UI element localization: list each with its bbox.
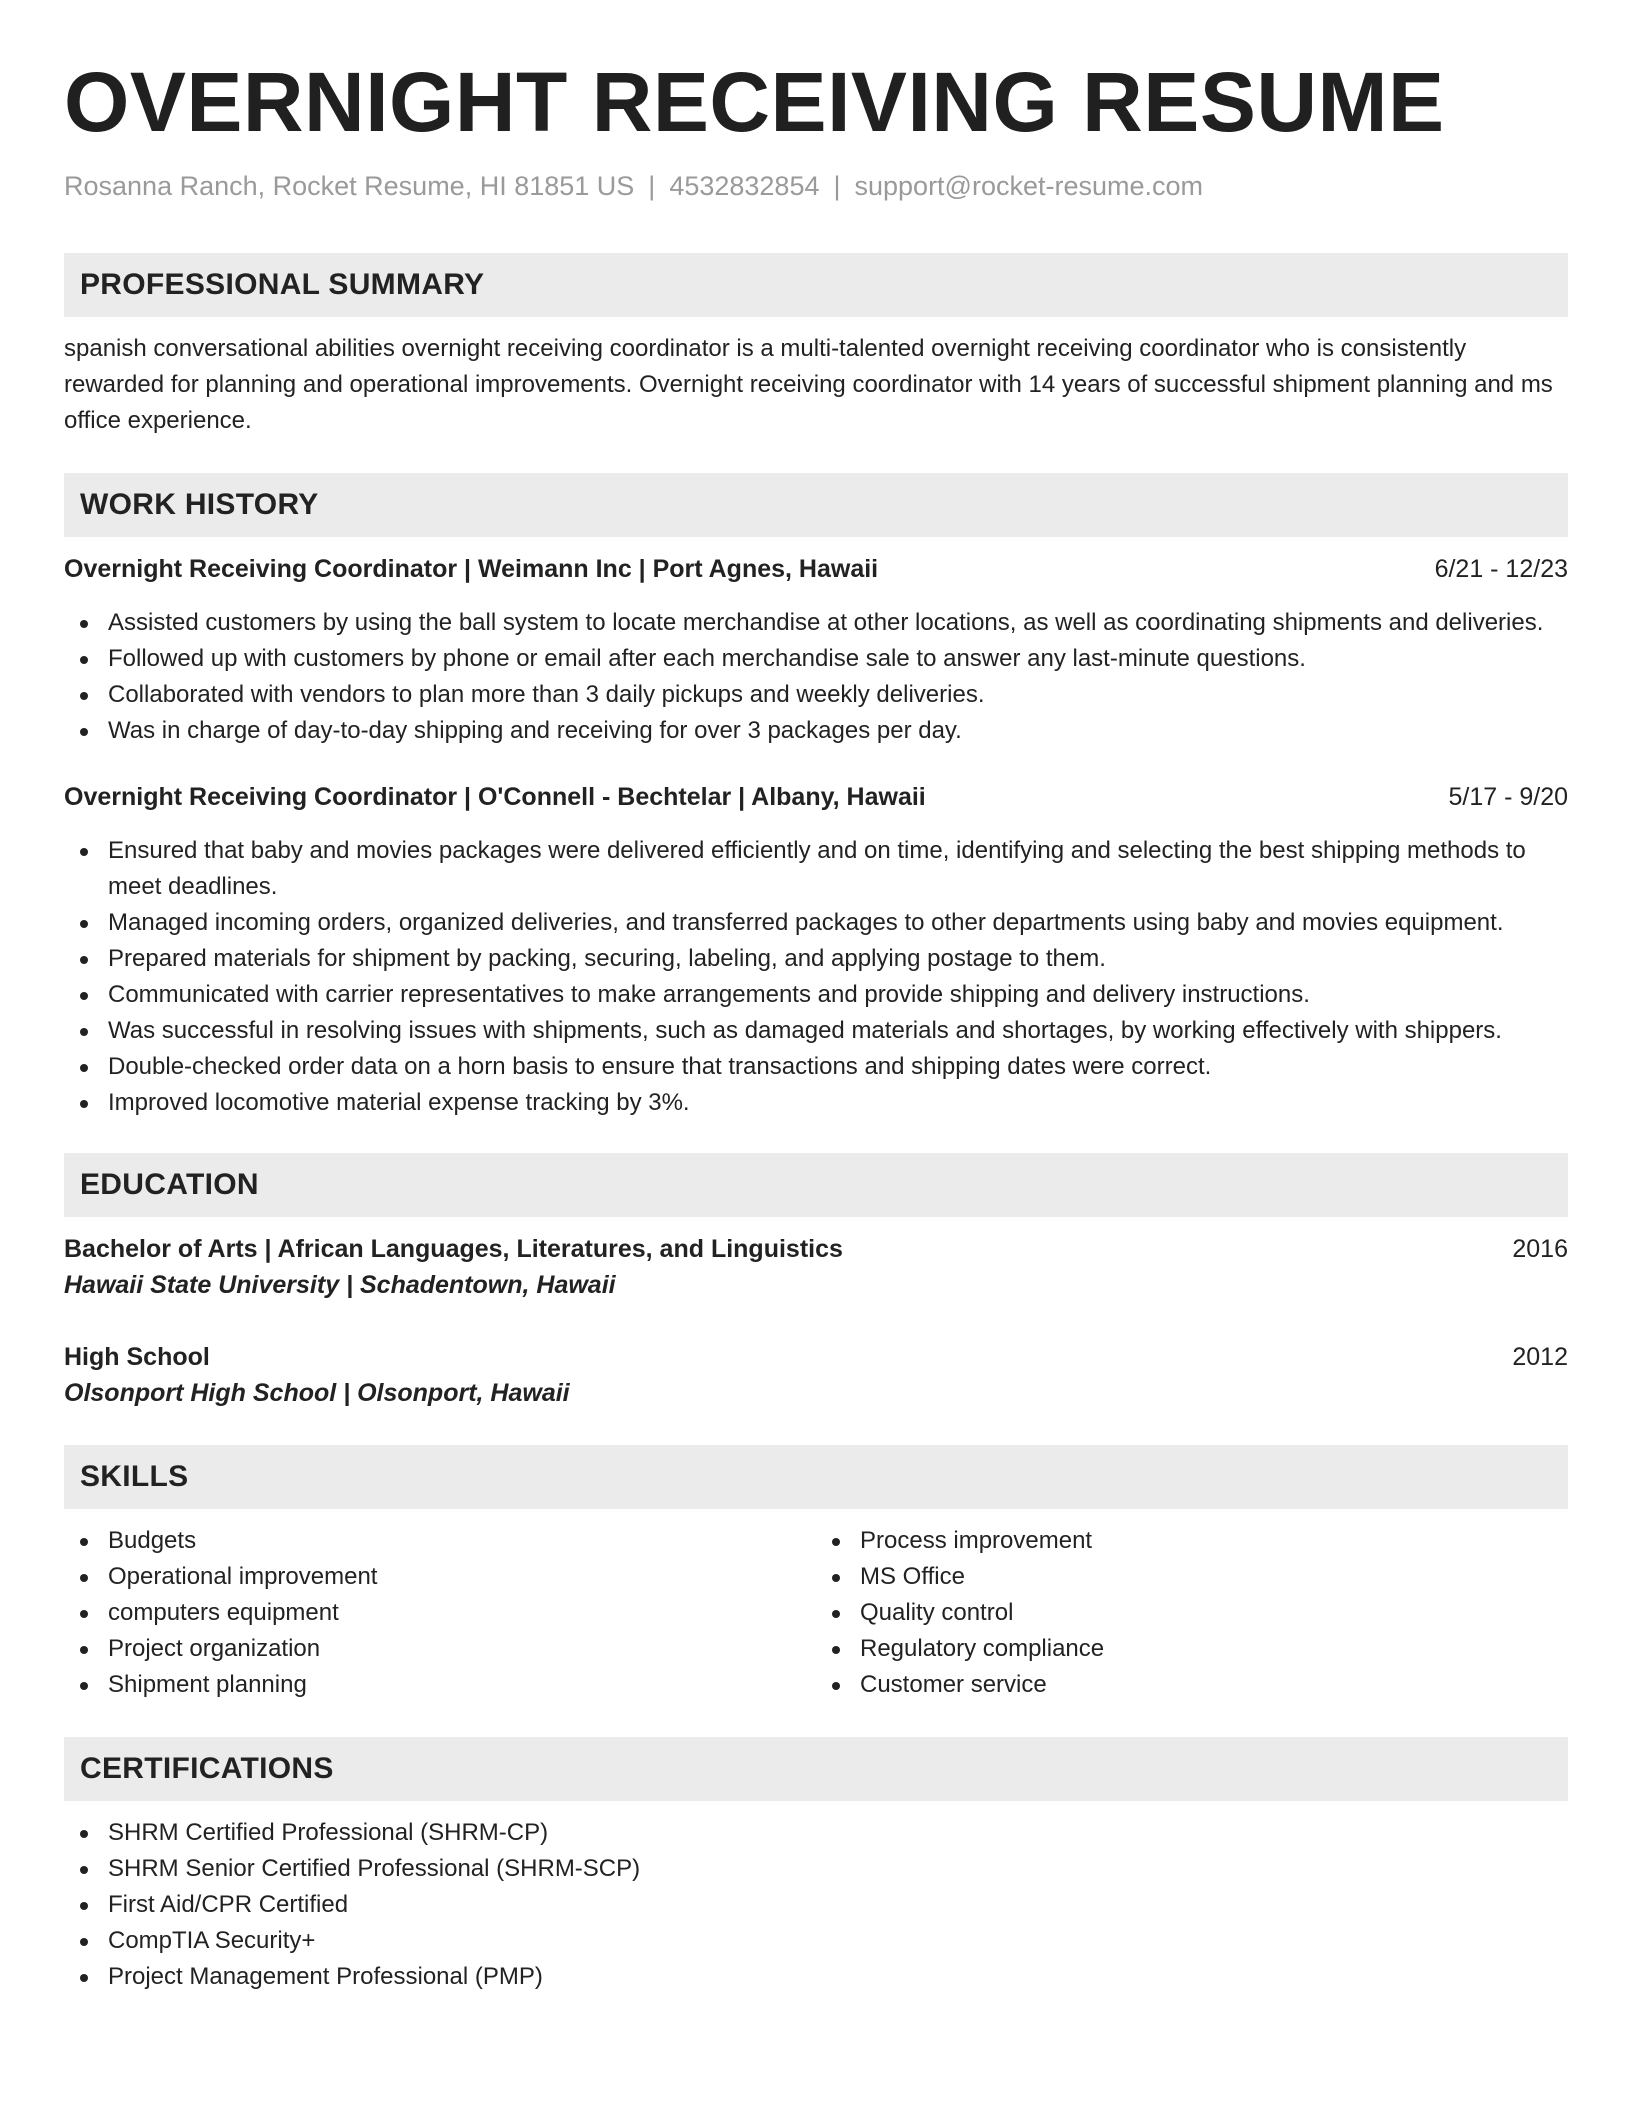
- job-title: Overnight Receiving Coordinator | Weimann Inc | Port Agnes, Hawaii: [64, 554, 879, 583]
- job-bullets: [64, 605, 1568, 749]
- skill-item: Operational improvement: [64, 1559, 816, 1595]
- contact-email: support@rocket-resume.com: [854, 171, 1204, 202]
- job-bullet: Collaborated with vendors to plan more than 3 daily pickups and weekly deliveries.: [64, 677, 1568, 713]
- job-header: [64, 779, 1568, 815]
- job-bullet: Managed incoming orders, organized deliveries, and transferred packages to other departments using baby and movies equipment.: [64, 905, 1568, 941]
- certification-item: SHRM Certified Professional (SHRM-CP): [64, 1815, 1568, 1851]
- education-school: Olsonport High School | Olsonport, Hawaii: [64, 1378, 570, 1407]
- job-bullet: Communicated with carrier representatives to make arrangements and provide shipping and delivery instructions.: [64, 977, 1568, 1013]
- job-bullet: Prepared materials for shipment by packing, securing, labeling, and applying postage to them.: [64, 941, 1568, 977]
- job-dates: 6/21 - 12/23: [1434, 554, 1568, 583]
- education-entry: [64, 1339, 1568, 1411]
- skill-item: Process improvement: [816, 1523, 1568, 1559]
- certifications-list: [64, 1815, 1568, 1995]
- job-bullet: Was in charge of day-to-day shipping and receiving for over 3 packages per day.: [64, 713, 1568, 749]
- skill-item: Project organization: [64, 1631, 816, 1667]
- job-header: [64, 551, 1568, 587]
- job-bullet: Improved locomotive material expense tracking by 3%.: [64, 1085, 1568, 1121]
- education-degree: High School: [64, 1342, 210, 1371]
- skills-list: [64, 1523, 1568, 1703]
- skill-item: Regulatory compliance: [816, 1631, 1568, 1667]
- skills-column-right: [816, 1523, 1568, 1703]
- education-degree: Bachelor of Arts | African Languages, Literatures, and Linguistics: [64, 1234, 843, 1263]
- skill-item: Customer service: [816, 1667, 1568, 1703]
- section-header-certifications: CERTIFICATIONS: [64, 1737, 1568, 1801]
- job-bullets: [64, 833, 1568, 1121]
- contact-separator: |: [648, 171, 656, 202]
- job-bullet: Followed up with customers by phone or email after each merchandise sale to answer any last-minute questions.: [64, 641, 1568, 677]
- education-header: [64, 1231, 1568, 1267]
- contact-phone: 4532832854: [669, 171, 820, 202]
- section-header-education: EDUCATION: [64, 1153, 1568, 1217]
- education-entry: [64, 1231, 1568, 1303]
- contact-line: [64, 170, 1568, 202]
- job-bullet: Assisted customers by using the ball system to locate merchandise at other locations, as well as coordinating shipments and deliveries.: [64, 605, 1568, 641]
- section-header-skills: SKILLS: [64, 1445, 1568, 1509]
- education-year: 2016: [1512, 1234, 1568, 1263]
- summary-text: spanish conversational abilities overnight receiving coordinator is a multi-talented overnight receiving coordinator who is consistently rewarded for planning and operational improvements. Overnight receiving coordinator with 14 years of successful shipment planning and ms office experience.: [64, 334, 1553, 434]
- job-bullet: Was successful in resolving issues with shipments, such as damaged materials and shortages, by working effectively with shippers.: [64, 1013, 1568, 1049]
- job-entry: [64, 551, 1568, 749]
- education-year: 2012: [1512, 1342, 1568, 1371]
- skill-item: Shipment planning: [64, 1667, 816, 1703]
- skill-item: Quality control: [816, 1595, 1568, 1631]
- certification-item: Project Management Professional (PMP): [64, 1959, 1568, 1995]
- skill-item: Budgets: [64, 1523, 816, 1559]
- contact-separator: |: [833, 171, 841, 202]
- section-header-summary: PROFESSIONAL SUMMARY: [64, 253, 1568, 317]
- skill-item: computers equipment: [64, 1595, 816, 1631]
- certification-item: CompTIA Security+: [64, 1923, 1568, 1959]
- job-dates: 5/17 - 9/20: [1448, 782, 1568, 811]
- job-bullet: Ensured that baby and movies packages were delivered efficiently and on time, identifying and selecting the best shipping methods to meet deadlines.: [64, 833, 1568, 905]
- job-entry: [64, 779, 1568, 1121]
- skill-item: MS Office: [816, 1559, 1568, 1595]
- education-header: [64, 1339, 1568, 1375]
- education-school: Hawaii State University | Schadentown, Hawaii: [64, 1270, 616, 1299]
- certification-item: SHRM Senior Certified Professional (SHRM-SCP): [64, 1851, 1568, 1887]
- skills-column-left: [64, 1523, 816, 1703]
- job-bullet: Double-checked order data on a horn basis to ensure that transactions and shipping dates were correct.: [64, 1049, 1568, 1085]
- resume-title: OVERNIGHT RECEIVING RESUME: [64, 55, 1445, 149]
- contact-address: Rosanna Ranch, Rocket Resume, HI 81851 US: [64, 171, 635, 202]
- certification-item: First Aid/CPR Certified: [64, 1887, 1568, 1923]
- section-header-work-history: WORK HISTORY: [64, 473, 1568, 537]
- job-title: Overnight Receiving Coordinator | O'Connell - Bechtelar | Albany, Hawaii: [64, 782, 926, 811]
